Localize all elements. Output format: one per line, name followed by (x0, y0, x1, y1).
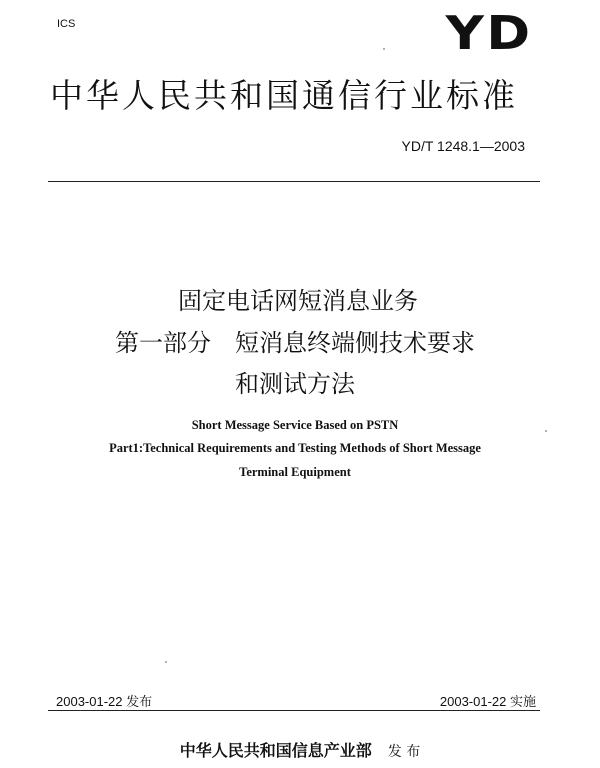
title-en-line2: Part1:Technical Requirements and Testing Methods of Short Message (109, 441, 481, 455)
yd-logo: YD (445, 6, 532, 60)
implement-date: 2003-01-22 实施 (439, 694, 536, 709)
scan-speck (165, 661, 167, 663)
release-date: 2003-01-22 发布 (56, 694, 153, 709)
publisher-action: 发 布 (387, 744, 421, 760)
standard-code: YD/T 1248.1—2003 (401, 138, 525, 154)
standard-category-title: 中华人民共和国通信行业标准 (50, 76, 518, 115)
title-zh-line2: 第一部分 短消息终端侧技术要求 (115, 329, 475, 357)
top-divider (48, 181, 540, 182)
title-en-line1: Short Message Service Based on PSTN (191, 418, 399, 432)
title-zh-line1: 固定电话网短消息业务 (178, 287, 418, 315)
title-zh-line3: 和测试方法 (235, 370, 355, 398)
ics-label: ICS (57, 18, 76, 30)
bottom-divider (48, 710, 540, 711)
scan-speck (383, 48, 385, 50)
publisher-name: 中华人民共和国信息产业部 (179, 741, 372, 760)
publisher-line (0, 738, 600, 761)
title-en-line3: Terminal Equipment (239, 465, 351, 479)
